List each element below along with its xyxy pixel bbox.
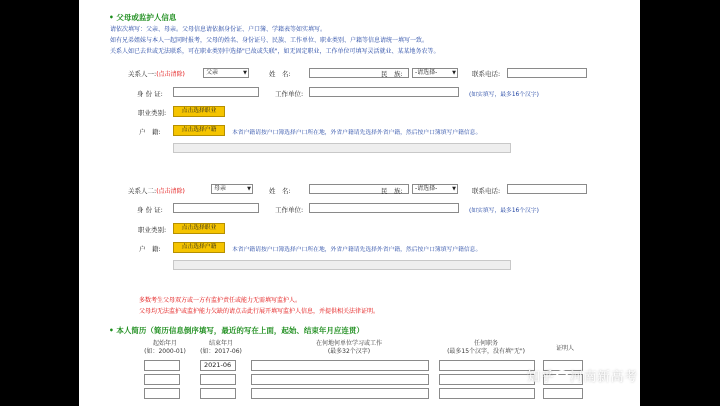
header-end-line2: (如：2017-06): [200, 347, 242, 355]
header-duty-line2: (最多15个汉字，没有填"无"): [447, 347, 525, 355]
header-school-line2: (最多32个汉字): [327, 347, 371, 355]
ethnic-label: 民 族:: [381, 187, 403, 195]
work-label: 工作单位:: [275, 90, 304, 98]
header-school: [269, 340, 429, 355]
start-input[interactable]: [144, 374, 180, 385]
relation-select[interactable]: [203, 68, 249, 78]
relation-label: [128, 69, 185, 78]
bullet-icon: •: [109, 326, 114, 335]
work-label: 工作单位:: [275, 206, 304, 214]
duty-input[interactable]: [439, 360, 535, 371]
header-school-line1: 在何地何单位学习或工作: [315, 340, 382, 347]
watermark: [527, 366, 638, 385]
header-end: [197, 340, 245, 355]
hukou-hint: 本省户籍请按户口簿选择户口所在地，外省户籍请先选择外省户籍，然后按户口簿填写户籍信息。: [232, 130, 482, 136]
form-page: [79, 0, 640, 406]
header-start-line2: (如：2000-01): [144, 347, 186, 355]
header-start: [141, 340, 189, 355]
chevron-down-icon: ▼: [247, 186, 251, 192]
bullet-icon: •: [109, 13, 114, 22]
header-witness: [545, 345, 585, 353]
id-input[interactable]: [173, 87, 259, 97]
school-input[interactable]: [251, 388, 429, 399]
watermark-prefix: 知乎: [527, 370, 555, 385]
name-label: 姓 名:: [269, 187, 291, 195]
header-duty: [431, 340, 541, 355]
guardian-expand-link[interactable]: 父母均无法监护或监护能力欠缺的请点击此行展开填写监护人信息，并提供相关法律证明。: [139, 308, 380, 315]
job-label: 职业类别:: [138, 226, 167, 234]
header-duty-line1: 任何职务: [473, 340, 498, 347]
relation-label-text: 关系人二:: [128, 187, 157, 195]
phone-input[interactable]: [507, 184, 587, 194]
relation-select[interactable]: [211, 184, 253, 194]
duty-input[interactable]: [439, 374, 535, 385]
section-title-text: 本人简历（简历信息倒序填写，最近的写在上面，起始、结束年月应连贯）: [116, 326, 364, 335]
note-line-3: 关系人如已去世或无法联系，可在职业类别中选择"已故或失联"，如无固定职业，工作单位可填写灵活就业、某某地务农等。: [110, 48, 440, 55]
ethnic-select[interactable]: [412, 68, 458, 78]
work-hint: (如实填写，最多16个汉字): [469, 208, 539, 214]
phone-label: 联系电话:: [472, 187, 501, 195]
hukou-hint: 本省户籍请按户口簿选择户口所在地，外省户籍请先选择外省户籍，然后按户口簿填写户籍信息。: [232, 247, 482, 253]
header-witness-line1: 证明人: [555, 345, 574, 352]
chevron-down-icon: ▼: [452, 70, 456, 76]
hukou-label: 户 籍:: [139, 245, 161, 253]
guardian-note-1: 多数考生父母双方或一方有监护责任或能力无需填写监护人。: [139, 297, 302, 304]
select-job-button[interactable]: 点击选择职业: [173, 223, 225, 234]
at-icon: [556, 370, 568, 382]
id-label: 身 份 证:: [137, 206, 163, 214]
note-line-1: 请依次填写：父亲、母亲。父母信息请依据身份证、户口簿、学籍表等如实填写。: [110, 26, 327, 33]
select-hukou-button[interactable]: 点击选择户籍: [173, 242, 225, 253]
clear-link[interactable]: (点击清除): [156, 71, 185, 78]
relation-select-value: 母亲: [214, 185, 227, 192]
work-input[interactable]: [309, 87, 459, 97]
relation-label: [128, 186, 185, 195]
school-input[interactable]: [251, 374, 429, 385]
start-input[interactable]: [144, 388, 180, 399]
school-input[interactable]: [251, 360, 429, 371]
end-input[interactable]: [200, 388, 236, 399]
hukou-label: 户 籍:: [139, 128, 161, 136]
header-end-line1: 结束年月: [208, 340, 233, 347]
hukou-detail-input[interactable]: [173, 260, 511, 270]
clear-link[interactable]: (点击清除): [156, 188, 185, 195]
duty-input[interactable]: [439, 388, 535, 399]
header-start-line1: 起始年月: [152, 340, 177, 347]
relation-select-value: 父亲: [206, 69, 219, 76]
end-input[interactable]: [200, 374, 236, 385]
note-line-2: 如有兄弟姐妹与本人一起同时报考，父母的姓名、身份证号、民族、工作单位、职业类别、户籍等信息请统一填写一致。: [110, 37, 429, 44]
end-input[interactable]: 2021-06: [200, 360, 236, 371]
id-label: 身 份 证:: [137, 90, 163, 98]
section-title-parents: [109, 12, 176, 23]
select-job-button[interactable]: 点击选择职业: [173, 106, 225, 117]
start-input[interactable]: [144, 360, 180, 371]
section-title-resume: [109, 325, 364, 336]
work-input[interactable]: [309, 203, 459, 213]
ethnic-select[interactable]: [412, 184, 458, 194]
chevron-down-icon: ▼: [243, 70, 247, 76]
section-title-text: 父母或监护人信息: [116, 13, 177, 22]
ethnic-label: 民 族:: [381, 70, 403, 78]
chevron-down-icon: ▼: [452, 186, 456, 192]
work-hint: (如实填写，最多16个汉字): [469, 92, 539, 98]
job-label: 职业类别:: [138, 109, 167, 117]
watermark-text: 河南新高考: [570, 370, 638, 385]
hukou-detail-input[interactable]: [173, 143, 511, 153]
name-label: 姓 名:: [269, 70, 291, 78]
phone-label: 联系电话:: [472, 70, 501, 78]
relation-label-text: 关系人一:: [128, 70, 157, 78]
phone-input[interactable]: [507, 68, 587, 78]
ethnic-select-value: -请选择-: [415, 185, 438, 192]
id-input[interactable]: [173, 203, 259, 213]
witness-input[interactable]: [543, 388, 583, 399]
ethnic-select-value: -请选择-: [415, 69, 438, 76]
select-hukou-button[interactable]: 点击选择户籍: [173, 125, 225, 136]
